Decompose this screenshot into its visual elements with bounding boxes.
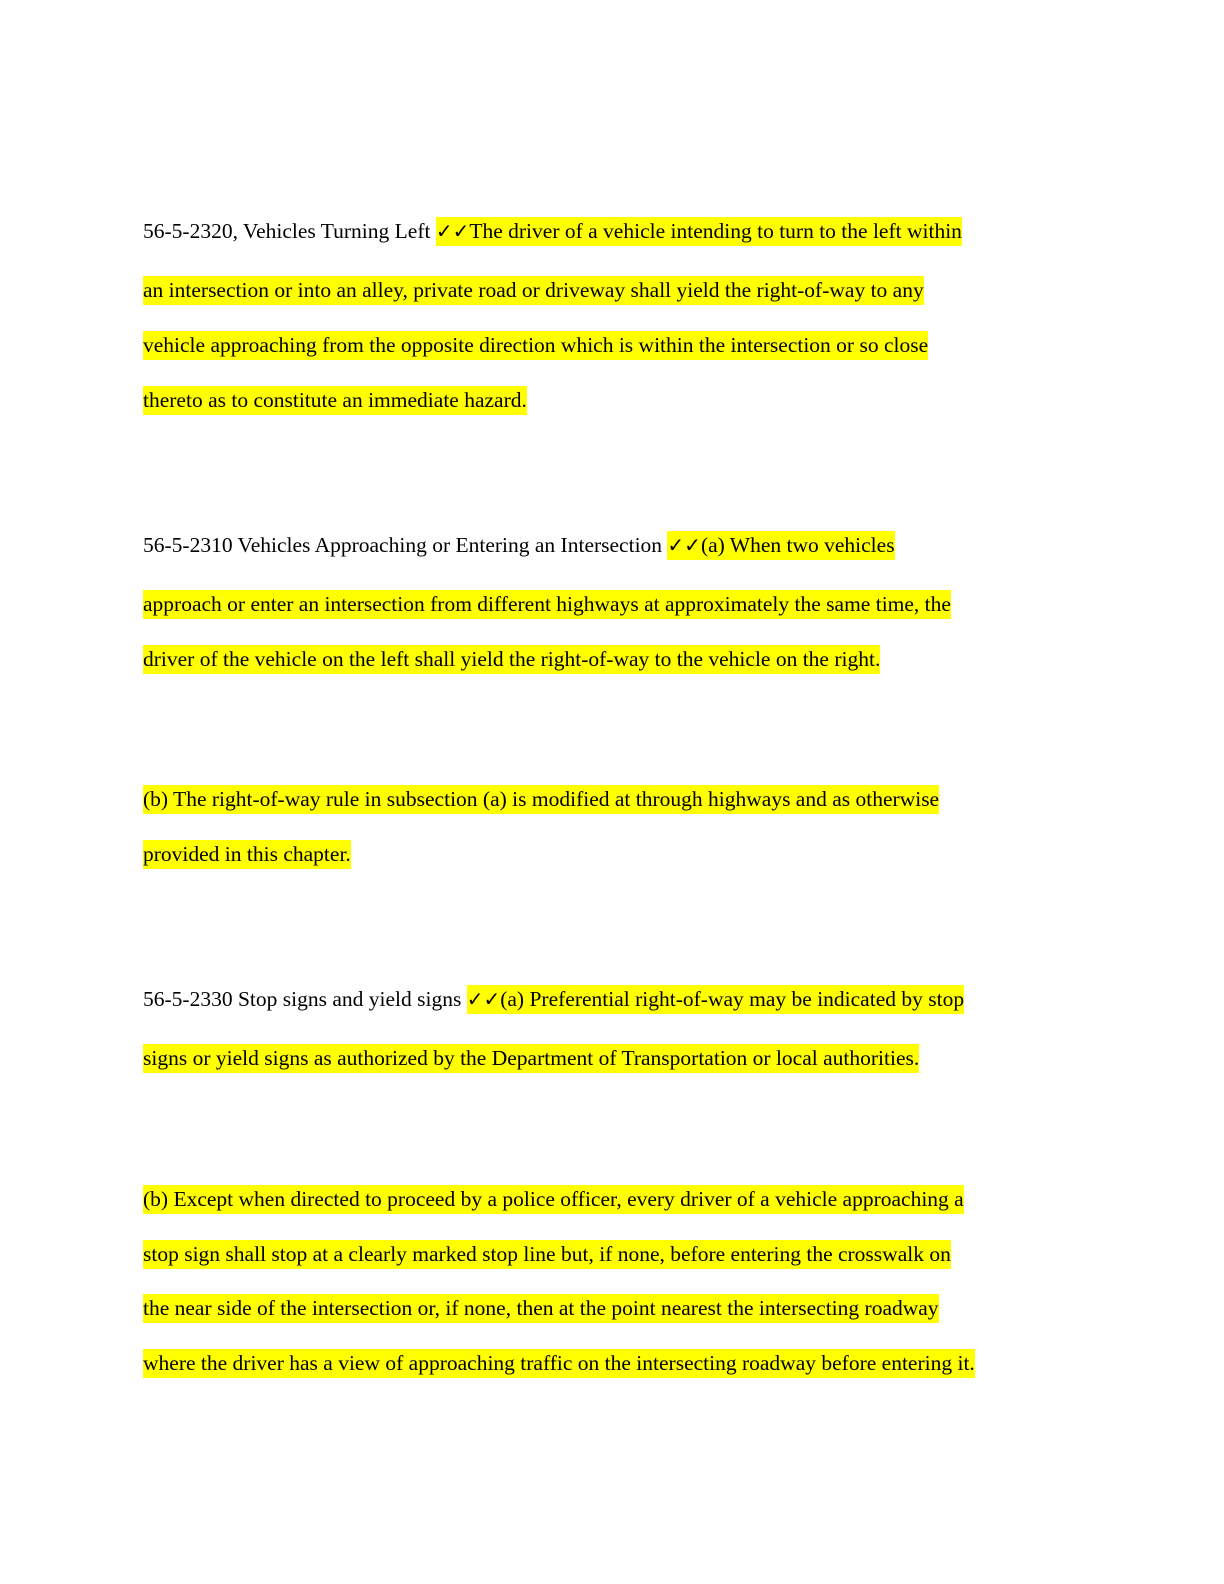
section-3-highlight-start: [467, 985, 964, 1014]
section-1-text-line-3: vehicle approaching from the opposite direction which is within the intersection or so close: [143, 331, 928, 360]
section-3b-text-line-3: the near side of the intersection or, if none, then at the point nearest the intersecting roadway: [143, 1294, 939, 1323]
section-3-text-line-2: signs or yield signs as authorized by the Department of Transportation or local authorities.: [143, 1044, 919, 1073]
section-3b-line-2-wrap: [143, 1240, 951, 1268]
section-3-heading: 56-5-2330 Stop signs and yield signs: [143, 987, 467, 1011]
section-2-heading: 56-5-2310 Vehicles Approaching or Entering an Intersection: [143, 533, 668, 557]
section-2b-line-2-wrap: [143, 840, 351, 868]
section-1-line-4-wrap: [143, 386, 527, 414]
section-2b-line-1-wrap: [143, 785, 939, 813]
section-2-highlight-start: [667, 531, 894, 560]
section-3b-line-1-wrap: [143, 1185, 964, 1213]
section-1-text-line-4: thereto as to constitute an immediate hazard.: [143, 386, 527, 415]
section-1-text-line-1: The driver of a vehicle intending to turn to the left within: [469, 219, 962, 243]
double-check-icon: ✓✓: [667, 533, 701, 557]
section-1-line-2-wrap: [143, 276, 924, 304]
section-1-text-line-2: an intersection or into an alley, private road or driveway shall yield the right-of-way to any: [143, 276, 924, 305]
section-3b-line-4-wrap: [143, 1349, 975, 1377]
section-1-highlight-start: [436, 217, 962, 246]
section-3-text-line-1: (a) Preferential right-of-way may be indicated by stop: [500, 987, 965, 1011]
section-1-heading-line: [143, 217, 962, 245]
section-3-line-2-wrap: [143, 1044, 919, 1072]
section-2b-text-line-2: provided in this chapter.: [143, 840, 351, 869]
section-3b-text-line-4: where the driver has a view of approaching traffic on the intersecting roadway before entering it.: [143, 1349, 975, 1378]
section-2-line-2-wrap: [143, 590, 951, 618]
section-1-heading: 56-5-2320, Vehicles Turning Left: [143, 219, 436, 243]
section-2-text-line-2: approach or enter an intersection from different highways at approximately the same time, the: [143, 590, 951, 619]
double-check-icon: ✓✓: [435, 219, 470, 243]
section-2-text-line-3: driver of the vehicle on the left shall yield the right-of-way to the vehicle on the right.: [143, 645, 880, 674]
section-1-line-3-wrap: [143, 331, 928, 359]
double-check-icon: ✓✓: [466, 987, 501, 1011]
section-2-heading-line: [143, 531, 895, 559]
section-3b-text-line-1: (b) Except when directed to proceed by a police officer, every driver of a vehicle approaching a: [143, 1185, 964, 1214]
section-3b-text-line-2: stop sign shall stop at a clearly marked stop line but, if none, before entering the crosswalk on: [143, 1240, 951, 1269]
section-3-heading-line: [143, 985, 964, 1013]
section-3b-line-3-wrap: [143, 1294, 939, 1322]
section-2-text-line-1: (a) When two vehicles: [700, 533, 895, 557]
section-2b-text-line-1: (b) The right-of-way rule in subsection (a) is modified at through highways and as otherwise: [143, 785, 939, 814]
section-2-line-3-wrap: [143, 645, 880, 673]
